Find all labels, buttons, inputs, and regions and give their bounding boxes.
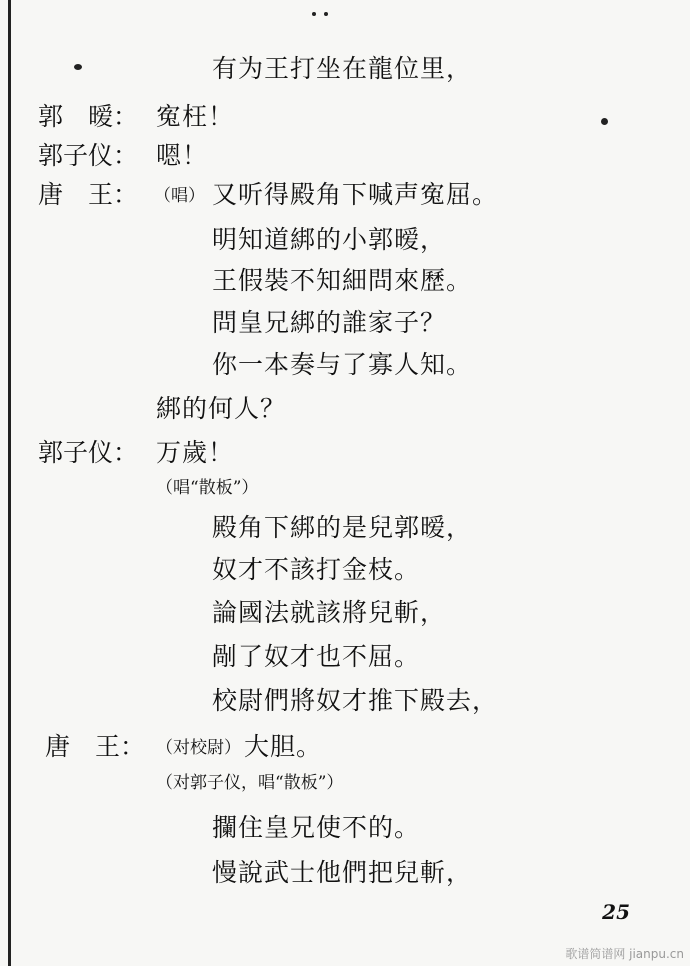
- verse2-line: 剮了奴才也不屈。: [212, 642, 421, 671]
- ink-speck: [324, 12, 328, 16]
- verse2-line: 論國法就該將兒斬，: [212, 598, 447, 627]
- stage-direction: （唱“散板”）: [156, 478, 259, 498]
- ink-speck: [312, 12, 316, 16]
- verse1-line: 明知道綁的小郭暧，: [212, 225, 447, 254]
- tang-wang-line: 又听得殿角下喊声寃屈。: [212, 180, 499, 209]
- verse2-line: 校尉們將奴才推下殿去，: [212, 686, 499, 715]
- watermark: 歌谱简谱网 jianpu.cn: [565, 947, 684, 961]
- guo-ziyi-line: 嗯！: [156, 141, 209, 170]
- ink-speck: [601, 118, 608, 125]
- tang-wang-reply: 大胆。: [244, 732, 323, 761]
- speaker-tang-wang: 唐 王：: [38, 180, 139, 209]
- speaker-guo-ziyi: 郭子仪：: [38, 141, 139, 170]
- page-number: 25: [602, 900, 630, 924]
- speaker-guo-ziyi: 郭子仪：: [38, 438, 139, 467]
- verse1-line: 你一本奏与了寡人知。: [212, 350, 473, 379]
- verse1-line: 問皇兄綁的誰家子？: [212, 308, 447, 337]
- ink-speck: [74, 64, 82, 70]
- aside-line: 綁的何人？: [156, 394, 287, 423]
- page-edge: [8, 0, 11, 966]
- verse2-line: 殿角下綁的是兒郭暧，: [212, 513, 473, 542]
- stage-direction: （对郭子仪，唱“散板”）: [156, 773, 344, 793]
- speaker-tang-wang: 唐 王：: [45, 732, 146, 761]
- guo-ziyi-reply: 万歲！: [156, 438, 235, 467]
- verse3-line: 慢說武士他們把兒斬，: [212, 858, 473, 887]
- guo-ai-line: 寃枉！: [156, 102, 235, 131]
- stage-direction: （唱）: [154, 186, 205, 206]
- speaker-guo-ai: 郭 暧：: [38, 102, 139, 131]
- stage-direction: （对校尉）: [156, 738, 241, 758]
- opening-line: 有为王打坐在龍位里，: [212, 54, 473, 83]
- verse1-line: 王假裝不知細問來歷。: [212, 266, 473, 295]
- verse3-line: 攔住皇兄使不的。: [212, 813, 421, 842]
- verse2-line: 奴才不該打金枝。: [212, 555, 421, 584]
